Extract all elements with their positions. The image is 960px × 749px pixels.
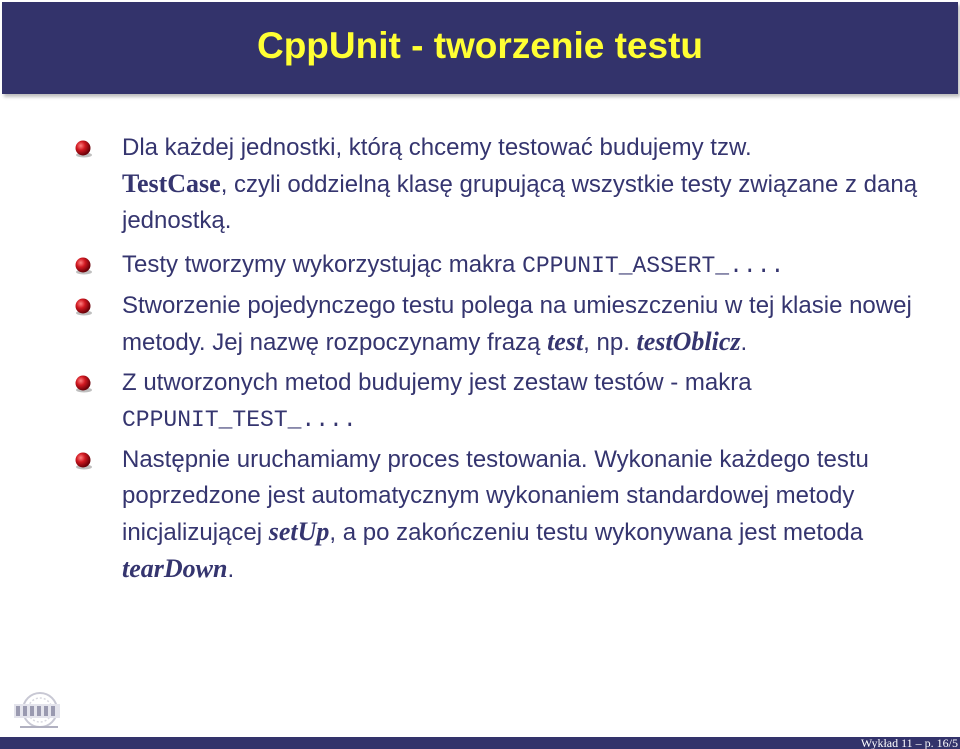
item-text: , np.	[583, 329, 637, 356]
red-ball-bullet-icon	[73, 256, 93, 276]
keyword-test: test	[547, 327, 584, 356]
item-text: , czyli oddzielną klasę grupującą wszystkie testy związane z daną jednostką.	[122, 171, 918, 234]
item-text: , a po zakończeniu testu wykonywana jest metoda	[329, 519, 864, 546]
red-ball-bullet-icon	[73, 139, 93, 159]
list-item	[0, 288, 960, 361]
footer-bar	[0, 737, 960, 749]
slide-content	[0, 130, 960, 588]
list-item	[0, 365, 960, 438]
slide-title: CppUnit - tworzenie testu	[256, 25, 704, 66]
list-item	[0, 130, 960, 239]
macro-assert: CPPUNIT_ASSERT_....	[522, 253, 785, 279]
item-text: .	[740, 329, 748, 356]
title-bar	[2, 2, 958, 94]
macro-test: CPPUNIT_TEST_....	[122, 407, 357, 433]
item-text: Testy tworzymy wykorzystując makra	[122, 251, 523, 278]
item-text: Z utworzonych metod budujemy jest zestaw testów - makra	[122, 369, 752, 396]
keyword-setup: setUp	[268, 517, 330, 546]
list-item	[0, 247, 960, 284]
university-logo	[6, 690, 68, 734]
item-text: Następnie uruchamiamy proces testowania. Wykonanie każdego testu poprzedzone jest automatycznym wykonaniem standardowej metody inicjalizującej	[122, 446, 869, 546]
red-ball-bullet-icon	[73, 451, 93, 471]
red-ball-bullet-icon	[73, 374, 93, 394]
item-text: Stworzenie pojedynczego testu polega na umieszczeniu w tej klasie nowej metody. Jej nazwę rozpoczynamy frazą	[122, 292, 912, 356]
keyword-testcase: TestCase	[122, 169, 221, 198]
page-number: Wykład 11 – p. 16/5	[860, 736, 958, 749]
red-ball-bullet-icon	[73, 297, 93, 317]
keyword-teardown: tearDown	[122, 554, 228, 583]
item-text: Dla każdej jednostki, którą chcemy testować budujemy tzw.	[122, 134, 752, 161]
list-item	[0, 442, 960, 588]
item-text: .	[227, 556, 235, 583]
keyword-testoblicz: testOblicz	[636, 327, 741, 356]
